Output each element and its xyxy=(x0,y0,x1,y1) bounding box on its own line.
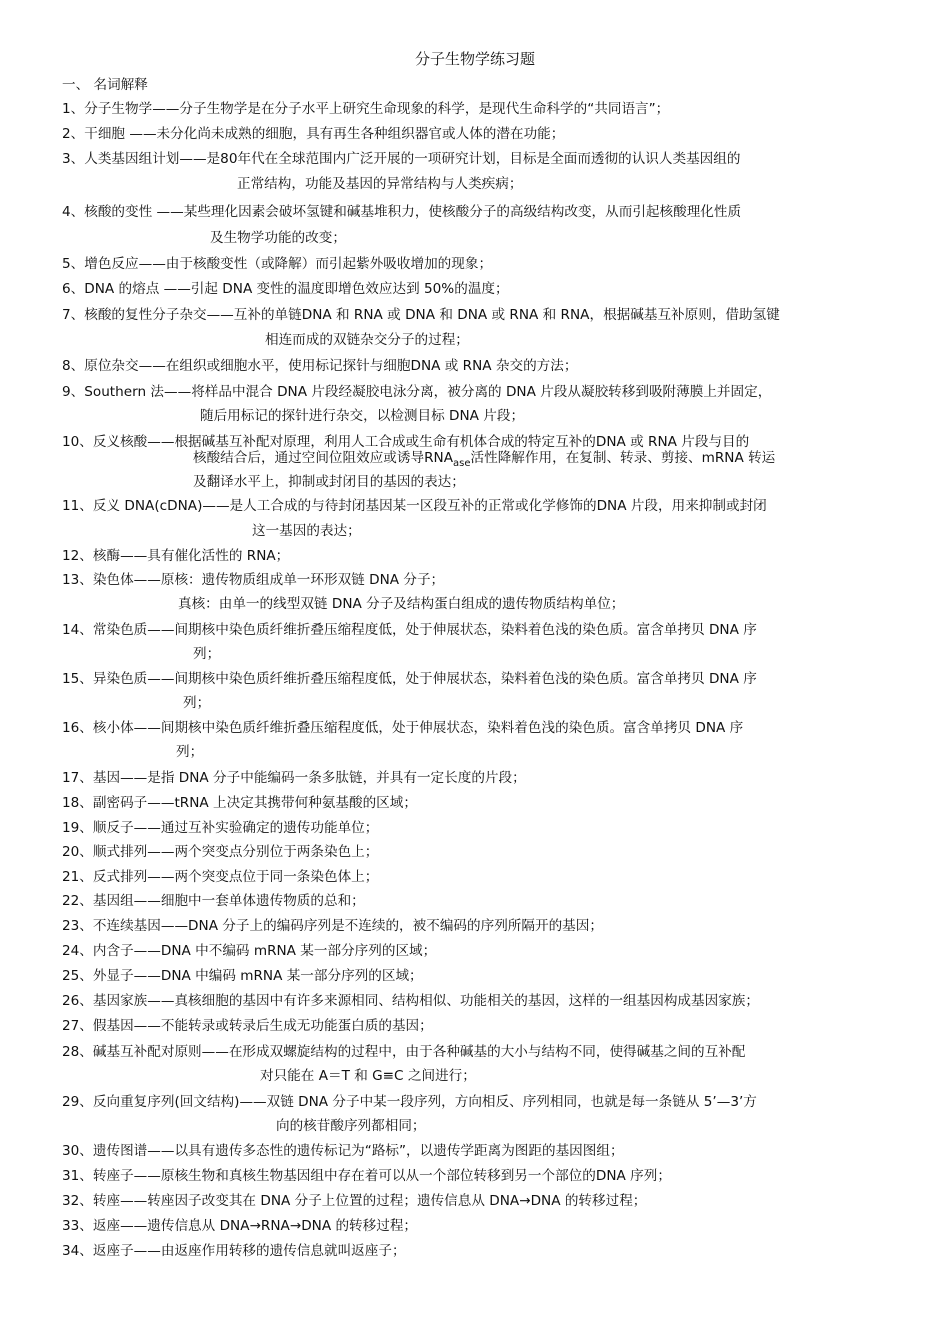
entry-number: 22、 xyxy=(62,893,93,909)
entry-4 xyxy=(62,202,741,222)
entry-text: 反义核酸——根据碱基互补配对原理，利用人工合成或生命有机体合成的特定互补的DNA 或 RNA 片段与目的 xyxy=(92,434,750,450)
entry-18 xyxy=(62,793,417,813)
entry-28-continuation: 对只能在 A＝T 和 G≡C 之间进行； xyxy=(260,1068,476,1084)
entry-text: DNA 的熔点 ——引起 DNA 变性的温度即增色效应达到 50%的温度； xyxy=(84,281,509,297)
entry-1 xyxy=(62,99,669,119)
entry-11 xyxy=(62,496,767,516)
entry-text: 分子生物学——分子生物学是在分子水平上研究生命现象的科学，是现代生命科学的“共同语言”； xyxy=(84,101,670,117)
entry-number: 18、 xyxy=(62,795,93,811)
entry-17 xyxy=(62,768,526,788)
entry-4-continuation: 及生物学功能的改变； xyxy=(210,230,346,246)
entry-number: 11、 xyxy=(62,498,93,514)
entry-number: 13、 xyxy=(62,572,93,588)
entry-text: 碱基互补配对原则——在形成双螺旋结构的过程中，由于各种碱基的大小与结构不同，使得碱基之间的互补配 xyxy=(92,1044,746,1060)
entry-text: 核小体——间期核中染色质纤维折叠压缩程度低，处于伸展状态，染料着色浅的染色质。富含单拷贝 DNA 序 xyxy=(92,720,744,736)
entry-text: 人类基因组计划——是80年代在全球范围内广泛开展的一项研究计划，目标是全面而透彻的认识人类基因组的 xyxy=(84,151,741,167)
entry-31 xyxy=(62,1166,671,1186)
entry-27 xyxy=(62,1016,433,1036)
entry-text: 核酸的复性分子杂交——互补的单链DNA 和 RNA 或 DNA 和 DNA 或 RNA 和 RNA，根据碱基互补原则，借助氢键 xyxy=(84,307,780,323)
entry-number: 23、 xyxy=(62,918,93,934)
entry-text: 反义 DNA(cDNA)——是人工合成的与待封闭基因某一区段互补的正常或化学修饰的DNA 片段，用来抑制或封闭 xyxy=(92,498,767,514)
entry-text: 常染色质——间期核中染色质纤维折叠压缩程度低，处于伸展状态，染料着色浅的染色质。富含单拷贝 DNA 序 xyxy=(92,622,757,638)
entry-7-continuation: 相连而成的双链杂交分子的过程； xyxy=(265,332,469,348)
entry-text: 遗传图谱——以具有遗传多态性的遗传标记为“路标”，以遗传学距离为图距的基因图组； xyxy=(92,1143,624,1159)
entry-number: 34、 xyxy=(62,1243,93,1259)
entry-number: 28、 xyxy=(62,1044,93,1060)
entry-32 xyxy=(62,1191,646,1211)
entry-16 xyxy=(62,718,743,738)
entry-15-continuation: 列； xyxy=(183,695,211,711)
entry-15 xyxy=(62,669,757,689)
entry-text: 异染色质——间期核中染色质纤维折叠压缩程度低，处于伸展状态，染料着色浅的染色质。富含单拷贝 DNA 序 xyxy=(92,671,757,687)
entry-number: 5、 xyxy=(62,256,85,272)
entry-text: 转座子——原核生物和真核生物基因组中存在着可以从一个部位转移到另一个部位的DNA 序列； xyxy=(92,1168,671,1184)
entry-23 xyxy=(62,916,603,936)
entry-3 xyxy=(62,149,740,169)
entry-text: 核酶——具有催化活性的 RNA； xyxy=(92,548,290,564)
entry-text: 外显子——DNA 中编码 mRNA 某一部分序列的区域； xyxy=(92,968,423,984)
entry-10-continuation-text: 核酸结合后，通过空间位阻效应或诱导RNA xyxy=(193,450,454,466)
entry-29 xyxy=(62,1092,757,1112)
entry-6 xyxy=(62,279,509,299)
entry-number: 7、 xyxy=(62,307,85,323)
entry-14 xyxy=(62,620,757,640)
entry-13 xyxy=(62,570,444,590)
entry-text: 顺反子——通过互补实验确定的遗传功能单位； xyxy=(92,820,379,836)
entry-text: 反向重复序列(回文结构)——双链 DNA 分子中某一段序列，方向相反、序列相同，也就是每一条链从 5’—3’方 xyxy=(92,1094,757,1110)
entry-34 xyxy=(62,1241,406,1261)
entry-8 xyxy=(62,356,577,376)
entry-text: 返座——遗传信息从 DNA→RNA→DNA 的转移过程； xyxy=(92,1218,418,1234)
entry-number: 3、 xyxy=(62,151,85,167)
entry-number: 16、 xyxy=(62,720,93,736)
entry-number: 4、 xyxy=(62,204,85,220)
entry-number: 6、 xyxy=(62,281,85,297)
entry-text: 返座子——由返座作用转移的遗传信息就叫返座子； xyxy=(92,1243,406,1259)
entry-3-continuation: 正常结构，功能及基因的异常结构与人类疾病； xyxy=(237,176,523,192)
entry-number: 20、 xyxy=(62,844,93,860)
entry-9 xyxy=(62,382,771,402)
entry-10-continuation-2: 及翻译水平上，抑制或封闭目的基因的表达； xyxy=(193,474,465,490)
entry-text: 反式排列——两个突变点位于同一条染色体上； xyxy=(92,869,379,885)
entry-number: 15、 xyxy=(62,671,93,687)
entry-text: 核酸的变性 ——某些理化因素会破坏氢键和碱基堆积力，使核酸分子的高级结构改变，从而引起核酸理化性质 xyxy=(84,204,742,220)
entry-text: 假基因——不能转录或转录后生成无功能蛋白质的基因； xyxy=(92,1018,433,1034)
entry-number: 9、 xyxy=(62,384,85,400)
entry-24 xyxy=(62,941,436,961)
entry-number: 32、 xyxy=(62,1193,93,1209)
entry-text: 干细胞 ——未分化尚未成熟的细胞，具有再生各种组织器官或人体的潜在功能； xyxy=(84,126,565,142)
entry-13-continuation: 真核：由单一的线型双链 DNA 分子及结构蛋白组成的遗传物质结构单位； xyxy=(178,596,625,612)
entry-text: 基因家族——真核细胞的基因中有许多来源相同、结构相似、功能相关的基因，这样的一组基因构成基因家族； xyxy=(92,993,759,1009)
entry-number: 21、 xyxy=(62,869,93,885)
entry-number: 1、 xyxy=(62,101,85,117)
entry-12 xyxy=(62,546,289,566)
entry-number: 24、 xyxy=(62,943,93,959)
entry-16-continuation: 列； xyxy=(176,744,204,760)
entry-21 xyxy=(62,867,378,887)
entry-number: 25、 xyxy=(62,968,93,984)
entry-25 xyxy=(62,966,423,986)
entry-text: 基因组——细胞中一套单体遗传物质的总和； xyxy=(92,893,365,909)
entry-text: 增色反应——由于核酸变性（或降解）而引起紫外吸收增加的现象； xyxy=(84,256,493,272)
entry-11-continuation: 这一基因的表达； xyxy=(252,523,361,539)
entry-10-continuation xyxy=(193,448,775,474)
entry-number: 27、 xyxy=(62,1018,93,1034)
entry-20 xyxy=(62,842,378,862)
entry-text: 顺式排列——两个突变点分别位于两条染色上； xyxy=(92,844,379,860)
entry-number: 31、 xyxy=(62,1168,93,1184)
entry-text: Southern 法——将样品中混合 DNA 片段经凝胶电泳分离，被分离的 DNA 片段从凝胶转移到吸附薄膜上并固定， xyxy=(84,384,772,400)
entry-text: 基因——是指 DNA 分子中能编码一条多肽链，并具有一定长度的片段； xyxy=(92,770,526,786)
subscript-ase: ase xyxy=(453,458,471,469)
document-title: 分子生物学练习题 xyxy=(414,50,535,68)
entry-5 xyxy=(62,254,492,274)
entry-30 xyxy=(62,1141,624,1161)
entry-7 xyxy=(62,305,780,325)
entry-number: 2、 xyxy=(62,126,85,142)
entry-2 xyxy=(62,124,564,144)
entry-33 xyxy=(62,1216,417,1236)
entry-9-continuation: 随后用标记的探针进行杂交，以检测目标 DNA 片段； xyxy=(200,408,525,424)
entry-text: 不连续基因——DNA 分子上的编码序列是不连续的，被不编码的序列所隔开的基因； xyxy=(92,918,603,934)
entry-14-continuation: 列； xyxy=(193,646,221,662)
entry-number: 29、 xyxy=(62,1094,93,1110)
entry-text: 内含子——DNA 中不编码 mRNA 某一部分序列的区域； xyxy=(92,943,437,959)
entry-number: 8、 xyxy=(62,358,85,374)
entry-number: 10、 xyxy=(62,434,93,450)
entry-29-continuation: 向的核苷酸序列都相同； xyxy=(276,1118,426,1134)
entry-number: 19、 xyxy=(62,820,93,836)
entry-text: 原位杂交——在组织或细胞水平，使用标记探针与细胞DNA 或 RNA 杂交的方法； xyxy=(84,358,578,374)
entry-26 xyxy=(62,991,759,1011)
entry-19 xyxy=(62,818,378,838)
entry-number: 17、 xyxy=(62,770,93,786)
entry-number: 14、 xyxy=(62,622,93,638)
entry-number: 26、 xyxy=(62,993,93,1009)
entry-number: 12、 xyxy=(62,548,93,564)
entry-number: 30、 xyxy=(62,1143,93,1159)
entry-text: 转座——转座因子改变其在 DNA 分子上位置的过程；遗传信息从 DNA→DNA 的转移过程； xyxy=(92,1193,647,1209)
entry-22 xyxy=(62,891,365,911)
entry-number: 33、 xyxy=(62,1218,93,1234)
entry-10-continuation-tail: 活性降解作用，在复制、转录、剪接、mRNA 转运 xyxy=(470,450,776,466)
entry-text: 染色体——原核：遗传物质组成单一环形双链 DNA 分子； xyxy=(92,572,445,588)
entry-28 xyxy=(62,1042,745,1062)
entry-text: 副密码子——tRNA 上决定其携带何种氨基酸的区域； xyxy=(92,795,417,811)
section-heading: 一、 名词解释 xyxy=(62,77,148,93)
